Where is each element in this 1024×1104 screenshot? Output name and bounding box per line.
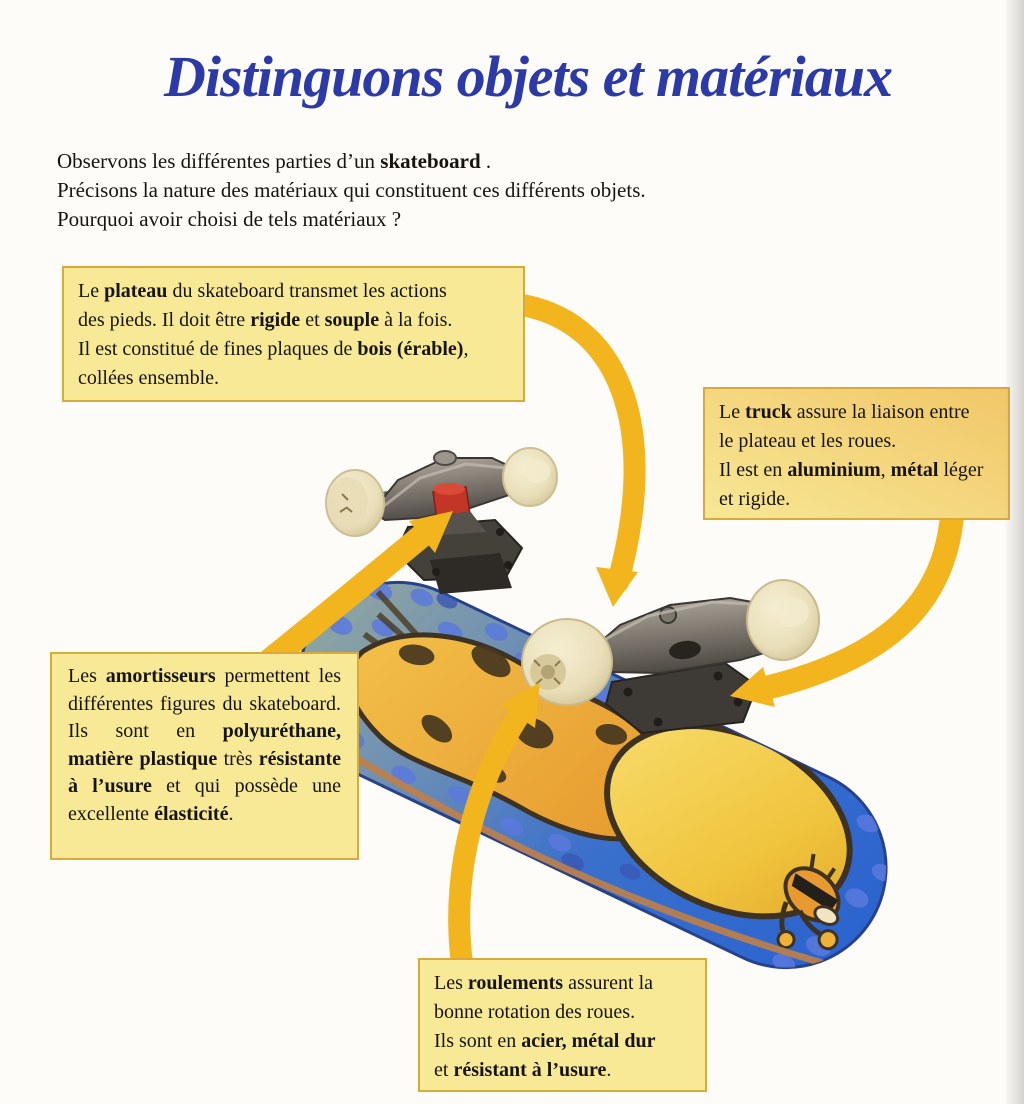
page-title: Distinguons objets et matériaux xyxy=(164,43,892,109)
intro-paragraph xyxy=(57,147,646,234)
callout-box-truck: Le truck assure la liaison entre le plateau et les roues. Il est en aluminium, métal léger et rigide. xyxy=(703,387,1010,520)
front-kingpin-nut xyxy=(434,451,456,465)
front-right-wheel xyxy=(503,448,557,506)
intro-line-1: Observons les différentes parties d’un skateboard . xyxy=(57,149,492,173)
intro-line-3: Pourquoi avoir choisi de tels matériaux ? xyxy=(57,207,402,231)
rear-right-wheel xyxy=(747,580,819,660)
page-edge-shadow xyxy=(1004,0,1024,1104)
front-left-wheel xyxy=(326,470,384,536)
callout-box-plateau: Le plateau du skateboard transmet les actions des pieds. Il doit être rigide et souple à la fois. Il est constitué de fines plaques de bois (érable), collées ensemble. xyxy=(62,266,525,402)
intro-line-2: Précisons la nature des matériaux qui constituent ces différents objets. xyxy=(57,178,646,202)
deck xyxy=(265,546,921,1000)
callout-box-roulements: Les roulements assurent la bonne rotation des roues. Ils sont en acier, métal dur et résistant à l’usure. xyxy=(418,958,707,1092)
callout-box-amortisseurs: Les amortisseurs permettent les différentes figures du skateboard. Ils sont en polyuréthane, matière plastique très résistante à l’usure et qui possède une excellente élasticité. xyxy=(50,652,359,860)
rear-baseplate xyxy=(606,663,757,733)
